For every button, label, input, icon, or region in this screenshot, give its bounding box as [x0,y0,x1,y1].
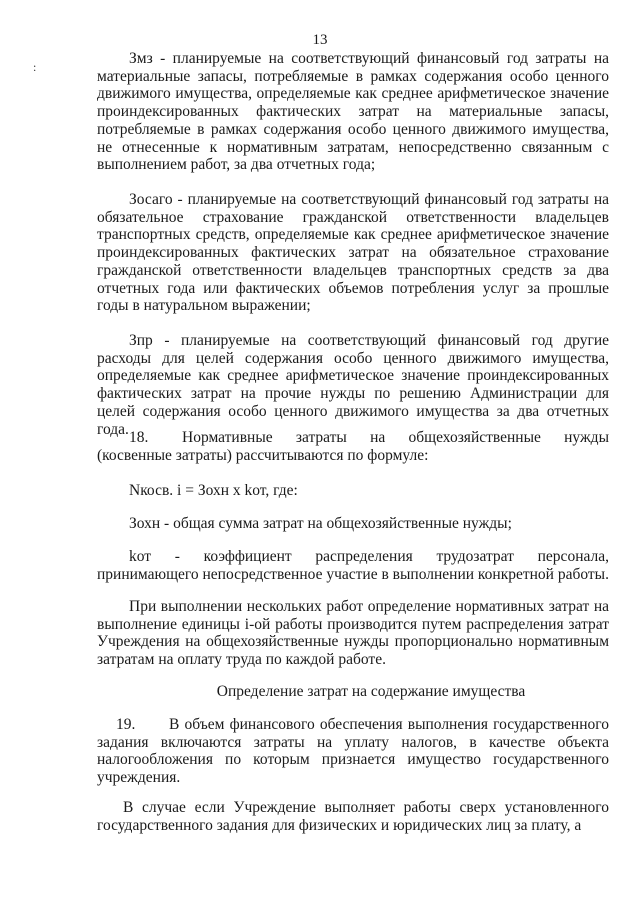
margin-mark: : [33,60,37,74]
item-18 [97,429,609,464]
item-19-text: В объем финансового обеспечения выполнения государственного задания включаются затраты на уплату налогов, в качестве объекта налогообложения по которым признается имущество государственного учреждения. [97,716,609,787]
item-19-number: 19. [116,716,136,733]
section-heading: Определение затрат на содержание имущества [216,683,526,700]
formula: Nкосв. i = Зохн x kот, где: [129,482,298,499]
page-number: 13 [312,32,328,48]
item-18-number: 18. [129,429,149,446]
paragraph-zosago: Зосаго - планируемые на соответствующий финансовый год затраты на обязательное страхование гражданской ответственности владельцев транспортных средств, определяемые как среднее арифметическое значение проиндексированных фактических затрат на обязательное страхование гражданской ответственности владельцев транспортных средств за два отчетных года или фактических объемов потребления услуг за прошлые годы в натуральном выражении; [97,191,609,315]
paragraph-paid-works: В случае если Учреждение выполняет работы сверх установленного государственного задания для физических и юридических лиц за плату, а [97,799,609,834]
paragraph-multiple-works: При выполнении нескольких работ определение нормативных затрат на выполнение единицы i-ой работы производится путем распределения затрат Учреждения на общехозяйственные нужды пропорционально нормативным затратам на оплату труда по каждой работе. [97,598,609,669]
item-18-text: Нормативные затраты на общехозяйственные нужды (косвенные затраты) рассчитываются по формуле: [97,429,609,464]
paragraph-zpr: Зпр - планируемые на соответствующий финансовый год другие расходы для целей содержания особо ценного движимого имущества, определяемые как среднее арифметическое значение проиндексированных фактических затрат на прочие нужды по решению Администрации для целей содержания особо ценного движимого имущества за два отчетных года. [97,332,609,438]
paragraph-zmz: Змз - планируемые на соответствующий финансовый год затраты на материальные запасы, потребляемые в рамках содержания особо ценного движимого имущества, определяемые как среднее арифметическое значение проиндексированных фактических затрат на материальные запасы, потребляемые в рамках содержания особо ценного движимого имущества, не отнесенные к нормативным затратам, непосредственно связанным с выполнением работ, за два отчетных года; [97,50,609,174]
item-19 [97,716,609,787]
definition-kot: kот - коэффициент распределения трудозатрат персонала, принимающего непосредственное участие в выполнении конкретной работы. [97,548,609,583]
definition-zohn: Зохн - общая сумма затрат на общехозяйственные нужды; [129,515,512,532]
